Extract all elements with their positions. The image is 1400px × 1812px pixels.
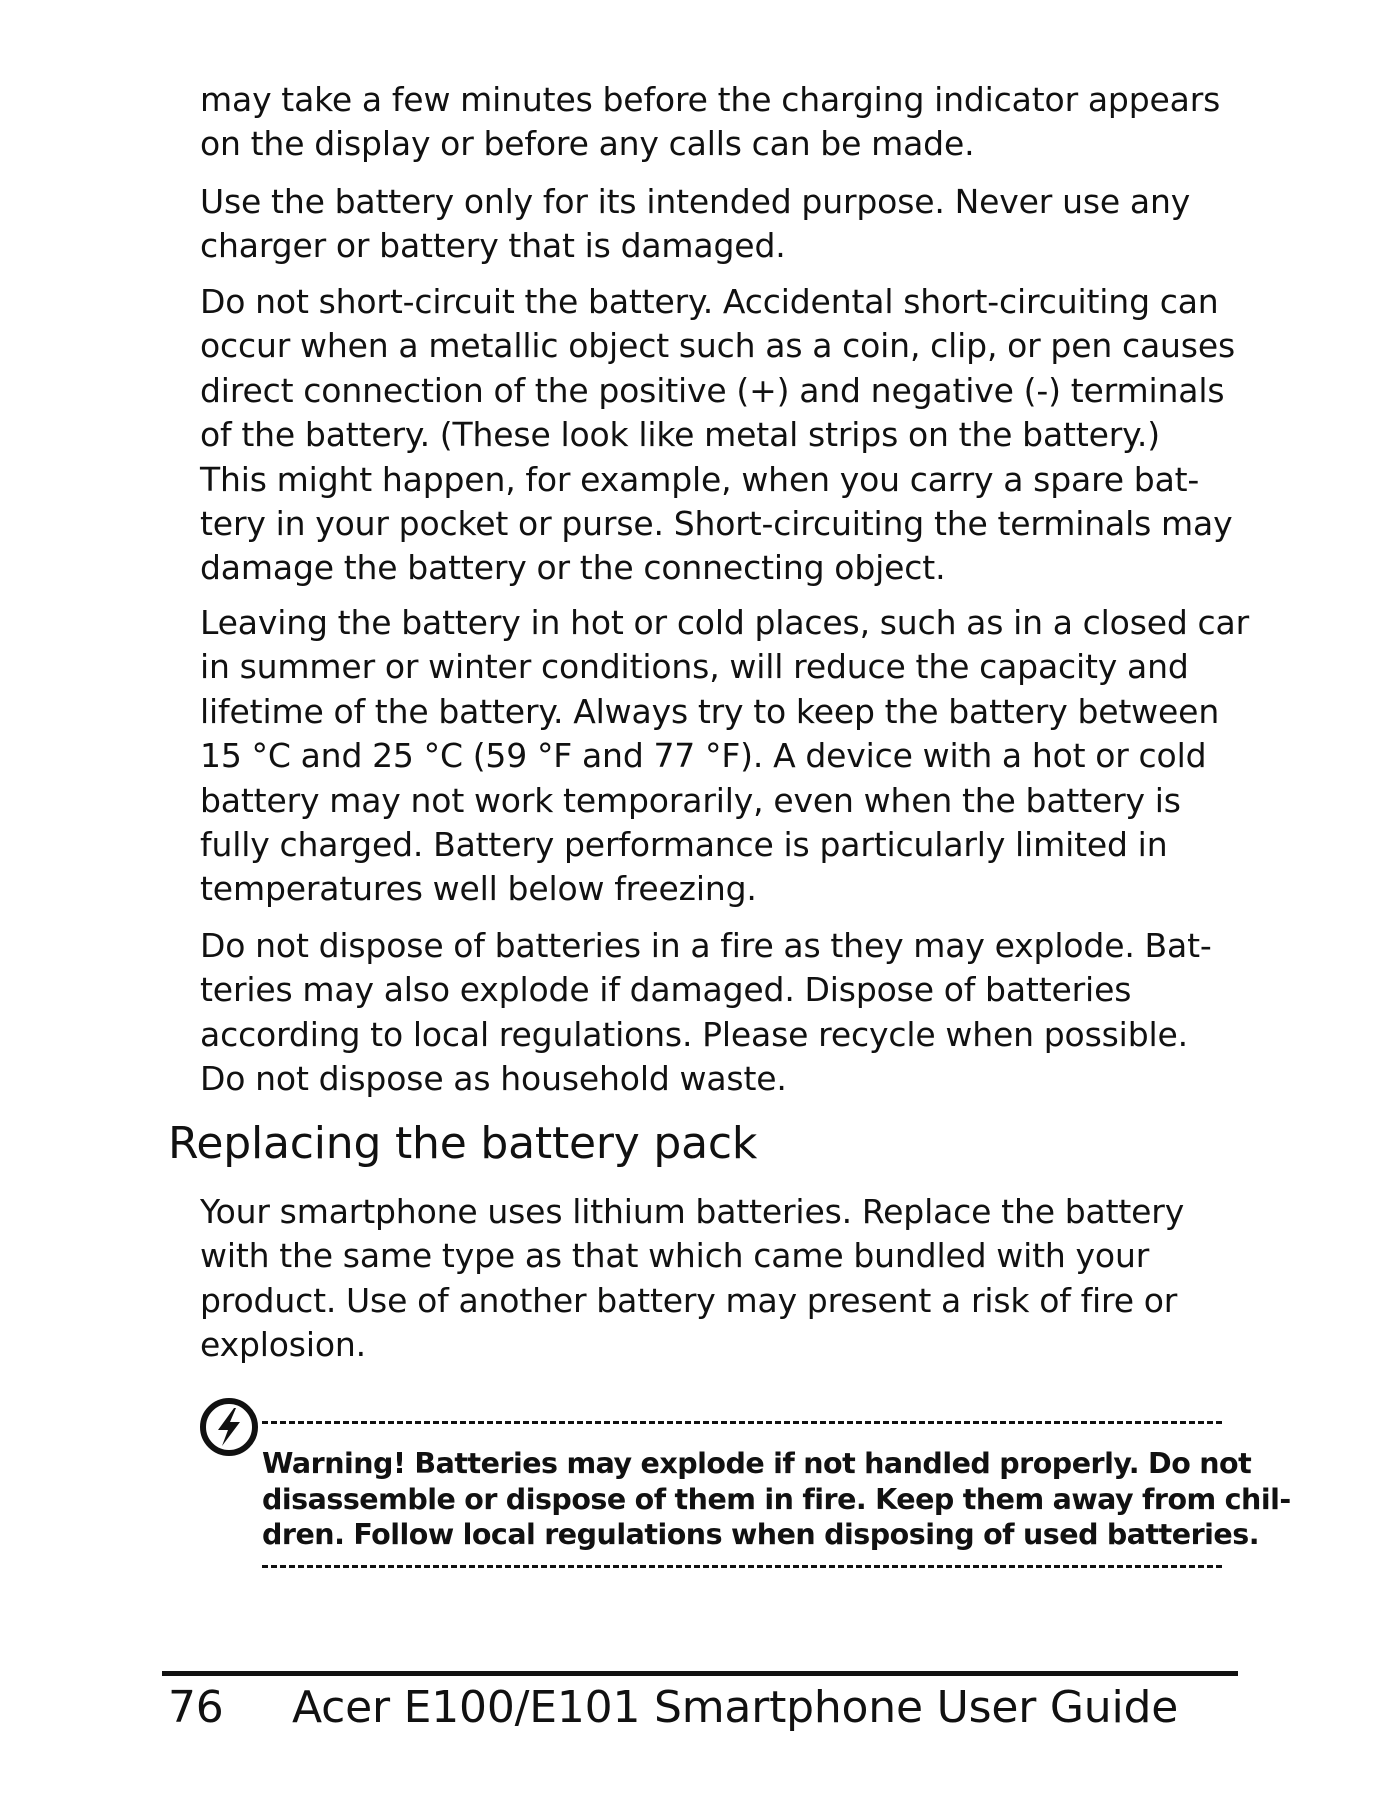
paragraph-charging-indicator [200,78,1230,167]
text-line: lifetime of the battery. Always try to keep the battery between [200,691,1220,731]
warning-bottom-divider [262,1565,1222,1568]
text-line: may take a few minutes before the charging indicator appears [200,80,1221,119]
warning-text [262,1446,1291,1553]
document-title: Acer E100/E101 Smartphone User Guide [292,1682,1179,1733]
text-line: Warning! Batteries may explode if not handled properly. Do not [262,1447,1252,1480]
text-line: explosion. [200,1325,367,1365]
text-line: occur when a metallic object such as a coin, clip, or pen causes [200,326,1236,366]
text-line: charger or battery that is damaged. [200,226,786,266]
paragraph-temperature [200,601,1250,912]
text-line: in summer or winter conditions, will reduce the capacity and [200,647,1189,687]
text-line: direct connection of the positive (+) and negative (-) terminals [200,370,1225,410]
text-line: according to local regulations. Please recycle when possible. [200,1014,1189,1054]
warning-lightning-icon [198,1396,260,1458]
text-line: on the display or before any calls can be made. [200,124,975,164]
text-line: 15 °C and 25 °C (59 °F and 77 °F). A device with a hot or cold [200,736,1207,776]
text-line: with the same type as that which came bundled with your [200,1236,1150,1276]
text-line: This might happen, for example, when you carry a spare bat- [200,459,1200,499]
page-number: 76 [168,1682,224,1733]
footer-rule [162,1671,1238,1676]
section-heading: Replacing the battery pack [168,1118,758,1169]
text-line: product. Use of another battery may present a risk of fire or [200,1280,1178,1320]
text-line: battery may not work temporarily, even when the battery is [200,780,1181,820]
text-line: Do not dispose as household waste. [200,1059,787,1099]
text-line: temperatures well below freezing. [200,869,757,909]
paragraph-disposal [200,924,1230,1102]
text-line: Leaving the battery in hot or cold places, such as in a closed car [200,603,1250,642]
paragraph-intended-purpose [200,180,1230,269]
text-line: of the battery. (These look like metal strips on the battery.) [200,415,1160,455]
text-line: Do not dispose of batteries in a fire as they may explode. Bat- [200,926,1212,965]
text-line: Use the battery only for its intended purpose. Never use any [200,182,1191,221]
text-line: teries may also explode if damaged. Dispose of batteries [200,970,1132,1010]
text-line: fully charged. Battery performance is particularly limited in [200,825,1168,865]
text-line: tery in your pocket or purse. Short-circuiting the terminals may [200,504,1233,544]
warning-top-divider [262,1421,1222,1424]
text-line: Your smartphone uses lithium batteries. Replace the battery [200,1192,1185,1231]
text-line: dren. Follow local regulations when disposing of used batteries. [262,1518,1260,1551]
paragraph-short-circuit [200,280,1236,591]
text-line: damage the battery or the connecting object. [200,548,946,588]
paragraph-lithium-batteries [200,1190,1230,1368]
text-line: disassemble or dispose of them in fire. Keep them away from chil- [262,1482,1291,1516]
text-line: Do not short-circuit the battery. Accidental short-circuiting can [200,282,1219,321]
